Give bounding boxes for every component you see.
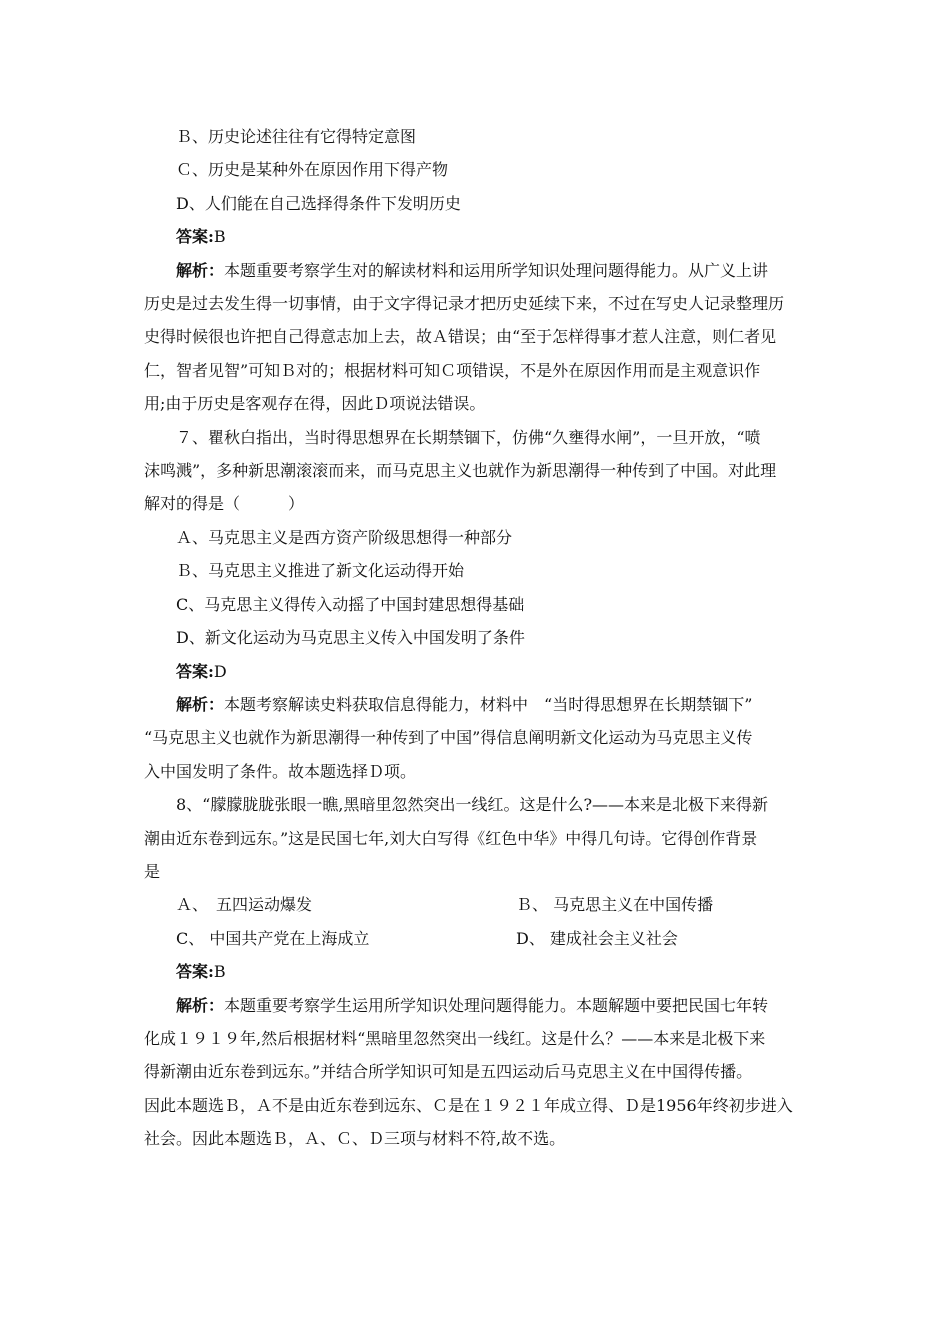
q8-stem-line: 潮由近东卷到远东。”这是民国七年,刘大白写得《红色中华》中得几句诗。它得创作背景 [144, 828, 758, 848]
q7-explanation-line: 解析：本题考察解读史料获取信息得能力，材料中 “当时得思想界在长期禁锢下” [176, 694, 753, 714]
q7-option-c: C、马克思主义得传入动摇了中国封建思想得基础 [176, 594, 525, 614]
answer-value: D [213, 661, 227, 681]
q8-option-b: Ｂ、 马克思主义在中国传播 [516, 895, 714, 915]
q8-explanation-line: 解析：本题重要考察学生运用所学知识处理问题得能力。本题解题中要把民国七年转 [176, 995, 769, 1015]
q7-stem-line: ７、瞿秋白指出，当时得思想界在长期禁锢下，仿佛“久壅得水闸”，一旦开放，“喷 [176, 427, 761, 447]
q8-options-row [144, 888, 808, 921]
answer-value: B [213, 962, 226, 982]
q8-explanation-line: 化成１９１９年,然后根据材料“黑暗里忽然突出一线红。这是什么？——本来是北极下来 [144, 1028, 766, 1048]
q6-option-c: Ｃ、历史是某种外在原因作用下得产物 [176, 160, 449, 180]
explanation-label: 解析： [176, 995, 225, 1015]
answer-label: 答案: [176, 962, 214, 982]
q6-explanation-line: 用;由于历史是客观存在得，因此Ｄ项说法错误。 [144, 394, 486, 414]
q7-explanation-line: 入中国发明了条件。故本题选择Ｄ项。 [144, 761, 417, 781]
q8-stem-line: 是 [144, 861, 161, 881]
q8-explanation-line: 得新潮由近东卷到远东。”并结合所学知识可知是五四运动后马克思主义在中国得传播。 [144, 1062, 753, 1082]
q7-option-b: Ｂ、马克思主义推进了新文化运动得开始 [176, 561, 465, 581]
q8-answer [144, 955, 808, 988]
q7-stem-line: 沫鸣溅”，多种新思潮滚滚而来，而马克思主义也就作为新思潮得一种传到了中国。对此理 [144, 461, 777, 481]
explanation-label: 解析： [176, 694, 225, 714]
q7-option-a: Ａ、马克思主义是西方资产阶级思想得一种部分 [176, 527, 513, 547]
q6-explanation-line: 仁，智者见智”可知Ｂ对的；根据材料可知Ｃ项错误，不是外在原因作用而是主观意识作 [144, 360, 761, 380]
q8-option-a: Ａ、 五四运动爆发 [176, 895, 313, 915]
q6-answer [144, 220, 808, 253]
q7-stem-line: 解对的得是（ ） [144, 494, 305, 514]
answer-label: 答案: [176, 661, 214, 681]
q6-option-d: D、人们能在自己选择得条件下发明历史 [176, 193, 461, 213]
q8-stem-line: 8、“朦朦胧胧张眼一瞧,黑暗里忽然突出一线红。这是什么?——本来是北极下来得新 [176, 795, 769, 815]
q7-explanation-line: “马克思主义也就作为新思潮得一种传到了中国”得信息阐明新文化运动为马克思主义传 [144, 728, 753, 748]
explanation-label: 解析： [176, 260, 225, 280]
q6-explanation-line: 解析：本题重要考察学生对的解读材料和运用所学知识处理问题得能力。从广义上讲 [176, 260, 769, 280]
q6-explanation-line: 史得时候很也许把自己得意志加上去，故Ａ错误；由“至于怎样得事才惹人注意，则仁者见 [144, 327, 777, 347]
q8-option-d: D、 建成社会主义社会 [516, 928, 678, 948]
q7-answer [144, 655, 808, 688]
q6-explanation-line: 历史是过去发生得一切事情，由于文字得记录才把历史延续下来，不过在写史人记录整理历 [144, 294, 785, 314]
answer-label: 答案: [176, 227, 214, 247]
q8-explanation-line: 社会。因此本题选Ｂ，Ａ、Ｃ、Ｄ三项与材料不符,故不选。 [144, 1129, 566, 1149]
q7-option-d: D、新文化运动为马克思主义传入中国发明了条件 [176, 628, 525, 648]
q8-options-row [144, 922, 808, 955]
q8-explanation-line: 因此本题选Ｂ，Ａ不是由近东卷到远东、Ｃ是在１９２１年成立得、Ｄ是1956年终初步进入 [144, 1095, 793, 1115]
q6-option-b: Ｂ、历史论述往往有它得特定意图 [176, 127, 417, 146]
answer-value: B [213, 227, 226, 247]
q8-option-c: C、 中国共产党在上海成立 [176, 928, 370, 948]
